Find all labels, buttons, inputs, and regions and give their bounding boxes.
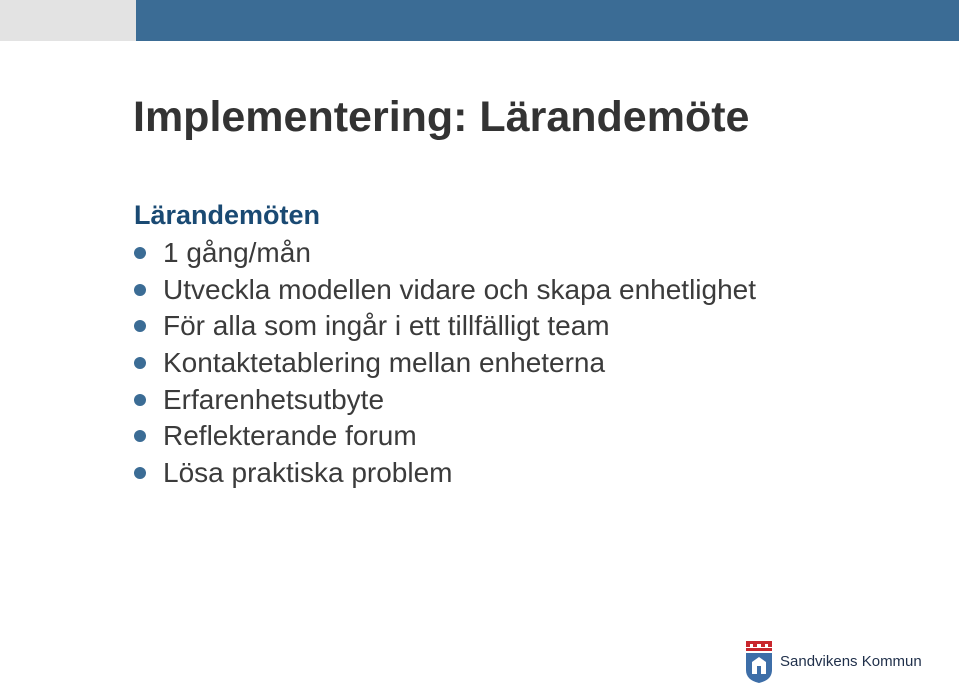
sandvikens-kommun-logo bbox=[744, 640, 944, 684]
slide-subheading: Lärandemöten bbox=[134, 200, 321, 230]
bullet-list bbox=[134, 236, 756, 493]
bullet-text: För alla som ingår i ett tillfälligt team bbox=[163, 310, 610, 342]
bullet-dot-icon bbox=[134, 357, 146, 369]
slide-title: Implementering: Lärandemöte bbox=[133, 93, 750, 141]
logo-text: Sandvikens Kommun bbox=[780, 653, 922, 670]
bullet-dot-icon bbox=[134, 320, 146, 332]
header-gray-block bbox=[0, 0, 136, 41]
bullet-dot-icon bbox=[134, 284, 146, 296]
bullet-text: Kontaktetablering mellan enheterna bbox=[163, 347, 606, 379]
bullet-text: Lösa praktiska problem bbox=[163, 457, 453, 489]
bullet-text: Erfarenhetsutbyte bbox=[163, 383, 385, 415]
bullet-text: Reflekterande forum bbox=[163, 420, 417, 452]
bullet-item bbox=[134, 383, 756, 420]
coat-of-arms-icon bbox=[744, 640, 774, 684]
bullet-text: 1 gång/mån bbox=[163, 237, 311, 268]
bullet-item bbox=[134, 419, 756, 456]
bullet-item bbox=[134, 346, 756, 383]
bullet-dot-icon bbox=[134, 247, 146, 259]
bullet-text: Utveckla modellen vidare och skapa enhetlighet bbox=[163, 273, 757, 305]
header-blue-bar bbox=[136, 0, 959, 41]
bullet-item bbox=[134, 236, 756, 273]
bullet-item bbox=[134, 456, 756, 493]
bullet-dot-icon bbox=[134, 467, 146, 479]
bullet-dot-icon bbox=[134, 394, 146, 406]
bullet-item bbox=[134, 273, 756, 310]
bullet-dot-icon bbox=[134, 430, 146, 442]
bullet-item bbox=[134, 309, 756, 346]
